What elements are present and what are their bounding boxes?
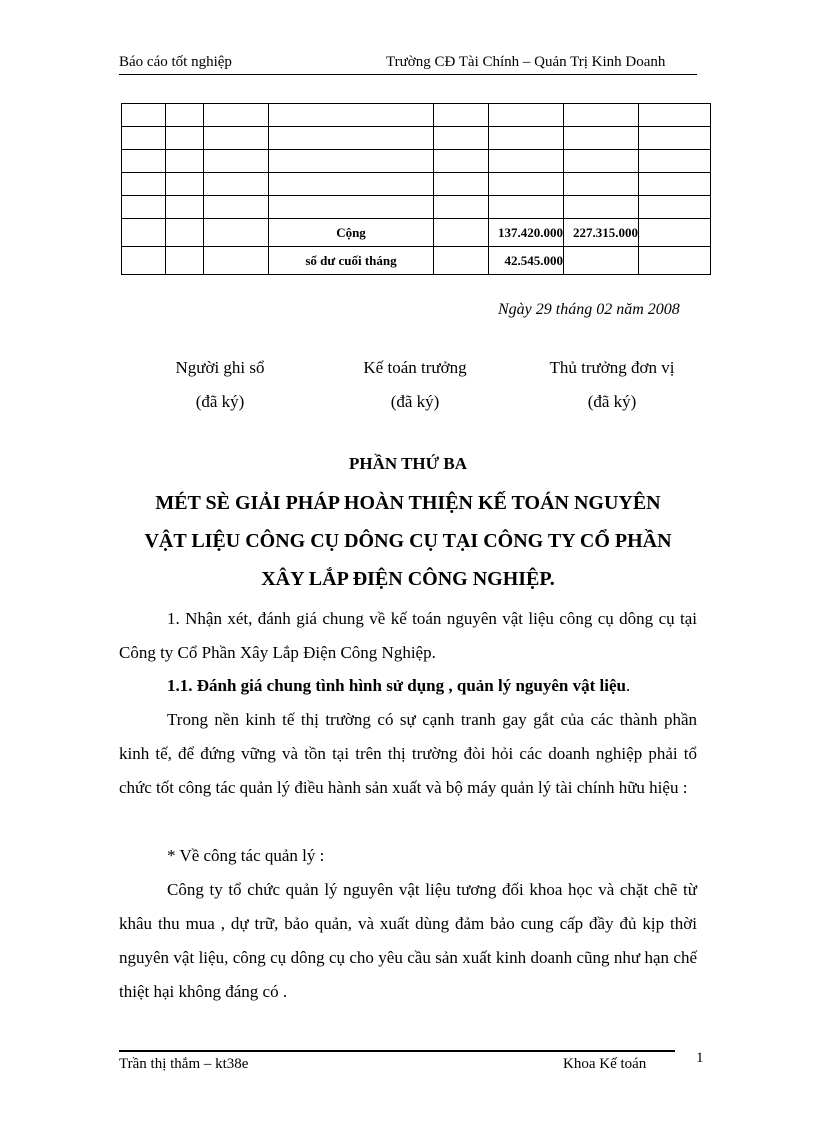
- closing-balance-value: 42.545.000: [489, 247, 564, 275]
- section-1-1-title: 1.1. Đánh giá chung tình hình sử dụng , quản lý nguyên vật liệu: [167, 676, 626, 695]
- footer-divider: [119, 1050, 675, 1052]
- signature-note: (đã ký): [195, 392, 245, 411]
- closing-balance-label: số dư cuối tháng: [269, 247, 434, 275]
- table-row-total: [122, 219, 711, 247]
- date-line: Ngày 29 tháng 02 năm 2008: [498, 301, 680, 318]
- total-credit: 227.315.000: [564, 219, 639, 247]
- signature-chief-accountant: [335, 358, 495, 412]
- management-subheading: * Về công tác quản lý :: [167, 846, 325, 865]
- footer-department: Khoa Kế toán: [563, 1056, 647, 1072]
- signature-title: Người ghi sổ: [175, 358, 265, 377]
- main-title-line: XÂY LẮP ĐIỆN CÔNG NGHIỆP.: [261, 568, 555, 590]
- table-row-closing-balance: [122, 247, 711, 275]
- table-row: [122, 196, 711, 219]
- total-label: Cộng: [269, 219, 434, 247]
- table-row: [122, 173, 711, 196]
- signature-note: (đã ký): [390, 392, 440, 411]
- table-row: [122, 104, 711, 127]
- ledger-table: [121, 103, 711, 275]
- header-divider: [119, 74, 697, 75]
- footer-author: Trần thị thắm – kt38e: [119, 1056, 249, 1072]
- main-title-line: VẬT LIỆU CÔNG CỤ DÔNG CỤ TẠI CÔNG TY CỔ PHẦN: [144, 530, 672, 552]
- table-row: [122, 127, 711, 150]
- page-number: 1: [696, 1050, 704, 1066]
- table-row: [122, 150, 711, 173]
- section-1-heading: 1. Nhận xét, đánh giá chung về kế toán nguyên vật liệu công cụ dông cụ tại Công ty Cổ Phần Xây Lắp Điện Công Nghiệp.: [119, 609, 697, 662]
- signature-head-of-unit: [522, 358, 702, 412]
- header-right: Trường CĐ Tài Chính – Quản Trị Kinh Doanh: [386, 54, 666, 70]
- signature-note: (đã ký): [587, 392, 637, 411]
- signature-title: Kế toán trưởng: [363, 358, 467, 377]
- header-left: Báo cáo tốt nghiệp: [119, 54, 232, 70]
- main-title: [0, 484, 816, 598]
- paragraph-market: Trong nền kinh tế thị trường có sự cạnh tranh gay gắt của các thành phần kinh tế, để đứng vững và tồn tại trên thị trường đòi hỏi các doanh nghiệp phải tổ chức tốt công tác quản lý điều hành sản xuất và bộ máy quản lý tài chính hữu hiệu :: [119, 710, 697, 797]
- total-debit: 137.420.000: [489, 219, 564, 247]
- signature-title: Thủ trưởng đơn vị: [549, 358, 675, 377]
- section-1-1-heading: 1.1. Đánh giá chung tình hình sử dụng , quản lý nguyên vật liệu.: [167, 676, 631, 695]
- main-title-line: MÉT SÈ GIẢI PHÁP HOÀN THIỆN KẾ TOÁN NGUYÊN: [155, 492, 661, 514]
- part-title: PHẦN THỨ BA: [348, 454, 468, 473]
- paragraph-management: Công ty tổ chức quản lý nguyên vật liệu tương đối khoa học và chặt chẽ từ khâu thu mua , dự trữ, bảo quản, và xuất dùng đảm bảo cung cấp đầy đủ kịp thời nguyên vật liệu, công cụ dông cụ cho yêu cầu sản xuất kinh doanh cũng như hạn chế thiệt hại không đáng có .: [119, 880, 697, 1001]
- signature-recorder: [150, 358, 290, 412]
